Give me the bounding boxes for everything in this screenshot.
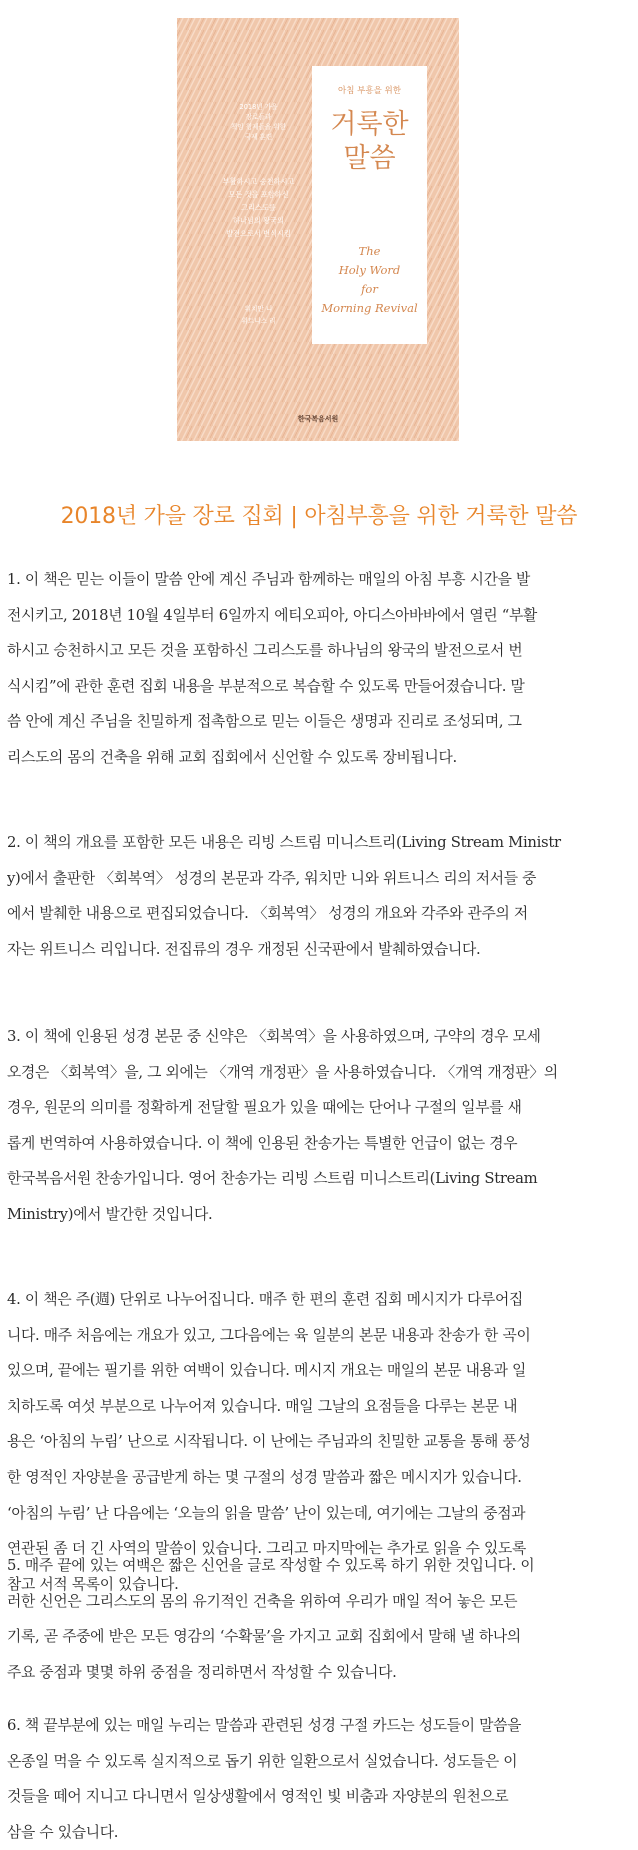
text-line: 치하도록 여섯 부분으로 나누어져 있습니다. 매일 그날의 요점들을 다루는 본문 내 bbox=[7, 1397, 518, 1415]
text-line: 오경은 〈회복역〉을, 그 외에는 〈개역 개정판〉을 사용하였습니다. 〈개역 개정판〉의 bbox=[7, 1063, 558, 1081]
text-line: 주요 중점과 몇몇 하위 중점을 정리하면서 작성할 수 있습니다. bbox=[7, 1663, 397, 1681]
cover-line: 하나님의 왕국의 bbox=[233, 216, 284, 225]
text-line: ‘아침의 누림’ 난 다음에는 ‘오늘의 읽을 말씀’ 난이 있는데, 여기에는 그날의 중점과 bbox=[7, 1504, 526, 1522]
text-line: 식시킴”에 관한 훈련 집회 내용을 부분적으로 복습할 수 있도록 만들어졌습니다. 말 bbox=[7, 677, 525, 695]
text-line: y)에서 출판한 〈회복역〉 성경의 본문과 각주, 워치만 니와 위트니스 리의 저서들 중 bbox=[7, 869, 537, 887]
text-line: 기록, 곧 주중에 받은 모든 영감의 ‘수확물’을 가지고 교회 집회에서 말해 낼 하나의 bbox=[7, 1628, 521, 1646]
cover-english-line: for bbox=[361, 282, 378, 296]
text-line: 러한 신언은 그리스도의 몸의 유기적인 건축을 위하여 우리가 매일 적어 놓은 모든 bbox=[7, 1592, 518, 1610]
text-line: 롭게 번역하여 사용하였습니다. 이 책에 인용된 찬송가는 특별한 언급이 없는 경우 bbox=[7, 1134, 518, 1152]
book-cover bbox=[177, 18, 459, 441]
paragraph-2 bbox=[7, 825, 631, 967]
cover-panel bbox=[207, 66, 427, 344]
text-line: 리스도의 몸의 건축을 위해 교회 집회에서 신언할 수 있도록 장비됩니다. bbox=[7, 748, 457, 766]
cover-title-panel bbox=[312, 66, 427, 344]
cover-line: 국제 훈련 bbox=[244, 133, 273, 141]
text-line: 용은 ‘아침의 누림’ 난으로 시작됩니다. 이 난에는 주님과의 친밀한 교통을 통해 풍성 bbox=[7, 1433, 531, 1451]
cover-english-line: Morning Revival bbox=[321, 301, 418, 315]
text-line: 자는 위트니스 리입니다. 전집류의 경우 개정된 신국판에서 발췌하였습니다. bbox=[7, 940, 481, 958]
cover-subtitle: 아침 부흥을 위한 bbox=[338, 86, 401, 96]
cover-line: 발전으로서 번식시킴 bbox=[226, 229, 291, 238]
text-line: 4. 이 책은 주(週) 단위로 나누어집니다. 매주 한 편의 훈련 집회 메시지가 다루어집 bbox=[7, 1291, 524, 1308]
cover-line: 부활하시고 승천하시고 bbox=[222, 177, 295, 186]
text-line: 한국복음서원 찬송가입니다. 영어 찬송가는 리빙 스트림 미니스트리(Living Stream bbox=[7, 1170, 538, 1188]
cover-line: 책임 형제들을 위한 bbox=[230, 123, 287, 131]
text-line: 6. 책 끝부분에 있는 매일 누리는 말씀과 관련된 성경 구절 카드는 성도들이 말씀을 bbox=[7, 1717, 522, 1734]
paragraph-6 bbox=[7, 1708, 631, 1850]
cover-title-line: 거룩한 bbox=[330, 109, 409, 140]
text-line: 삼을 수 있습니다. bbox=[7, 1823, 119, 1841]
text-line: 참고 서적 목록이 있습니다. bbox=[7, 1575, 179, 1593]
text-line: 연관된 좀 더 긴 사역의 말씀이 있습니다. 그리고 마지막에는 추가로 읽을 수 있도록 bbox=[7, 1540, 527, 1558]
cover-line: 모든 것을 포함하신 bbox=[228, 190, 289, 199]
cover-author: 워치만 니 bbox=[244, 305, 273, 313]
text-line: Ministry)에서 발간한 것입니다. bbox=[7, 1205, 213, 1223]
cover-english-line: The bbox=[358, 244, 381, 258]
text-line: 씀 안에 계신 주님을 친밀하게 접촉함으로 믿는 이들은 생명과 진리로 조성되며, 그 bbox=[7, 713, 522, 731]
cover-english-line: Holy Word bbox=[338, 263, 401, 277]
text-line: 2. 이 책의 개요를 포함한 모든 내용은 리빙 스트림 미니스트리(Living Stream Ministr bbox=[7, 834, 561, 851]
text-line: 경우, 원문의 의미를 정확하게 전달할 필요가 있을 때에는 단어나 구절의 일부를 새 bbox=[7, 1099, 522, 1117]
text-line: 온종일 먹을 수 있도록 실지적으로 돕기 위한 일환으로서 실었습니다. 성도들은 이 bbox=[7, 1752, 518, 1770]
paragraph-3 bbox=[7, 1019, 631, 1233]
text-line: 니다. 매주 처음에는 개요가 있고, 그다음에는 육 일분의 본문 내용과 찬송가 한 곡이 bbox=[7, 1326, 531, 1344]
paragraph-1 bbox=[7, 562, 631, 776]
cover-left-panel bbox=[207, 66, 310, 344]
text-line: 에서 발췌한 내용으로 편집되었습니다. 〈회복역〉 성경의 개요와 각주와 관주의 저 bbox=[7, 905, 528, 923]
paragraph-5 bbox=[7, 1548, 631, 1690]
text-line: 3. 이 책에 인용된 성경 본문 중 신약은 〈회복역〉을 사용하였으며, 구약의 경우 모세 bbox=[7, 1028, 541, 1045]
text-line: 있으며, 끝에는 필기를 위한 여백이 있습니다. 메시지 개요는 매일의 본문 내용과 일 bbox=[7, 1362, 527, 1380]
cover-author: 위트니스 리 bbox=[241, 317, 276, 325]
text-line: 한 영적인 자양분을 공급받게 하는 몇 구절의 성경 말씀과 짧은 메시지가 있습니다. bbox=[7, 1468, 522, 1486]
cover-line: 장로들과 bbox=[245, 113, 272, 121]
cover-publisher: 한국복음서원 bbox=[297, 415, 339, 423]
cover-title-line: 말씀 bbox=[343, 143, 396, 174]
text-line: 전시키고, 2018년 10월 4일부터 6일까지 에티오피아, 아디스아바바에서 열린 “부활 bbox=[7, 606, 538, 624]
cover-line: 그리스도를 bbox=[241, 203, 276, 212]
text-line: 하시고 승천하시고 모든 것을 포함하신 그리스도를 하나님의 왕국의 발전으로서 번 bbox=[7, 642, 523, 660]
page-heading: 2018년 가을 장로 집회 | 아침부흥을 위한 거룩한 말씀 bbox=[60, 504, 578, 529]
text-line: 것들을 떼어 지니고 다니면서 일상생활에서 영적인 빛 비춤과 자양분의 원천으로 bbox=[7, 1788, 509, 1806]
text-line: 5. 매주 끝에 있는 여백은 짧은 신언을 글로 작성할 수 있도록 하기 위한 것입니다. 이 bbox=[7, 1557, 535, 1574]
text-line: 1. 이 책은 믿는 이들이 말씀 안에 계신 주님과 함께하는 매일의 아침 부흥 시간을 발 bbox=[7, 571, 530, 588]
cover-line: 2018년 가을 bbox=[239, 103, 278, 111]
